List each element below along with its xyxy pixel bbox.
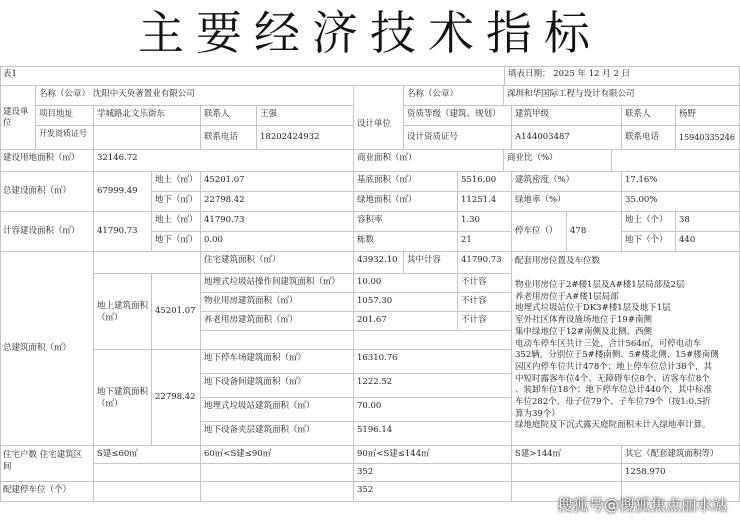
housing-parking-label: 配建停车位（个） <box>0 482 94 502</box>
license-label: 开发资质证号 <box>36 126 94 150</box>
commercial-area-label: 商业面积（㎡） <box>354 150 504 172</box>
note-line: 养老用房位于A#楼1层局部 <box>515 291 619 302</box>
gross-blank <box>94 252 201 274</box>
gross-below: 22798.42 <box>152 350 201 446</box>
gross-above-label: 地上建筑面积（㎡） <box>94 274 152 350</box>
total-above-label: 地上（㎡） <box>152 172 201 192</box>
base-area-label: 基底面积（㎡） <box>354 172 458 192</box>
item-value: 201.67 <box>354 312 458 331</box>
site-area: 32146.72 <box>94 150 354 172</box>
housing-col2: 60㎡<S建≤90㎡ <box>201 446 354 464</box>
page-title: 主要经济技术指标 <box>138 6 602 60</box>
far-below: 0.00 <box>201 232 354 252</box>
designer-contact: 杨野 <box>676 106 740 126</box>
housing-r2-col1 <box>94 464 201 482</box>
parking-total: 478 <box>567 212 622 252</box>
housing-r2-col5: 1258.970 <box>622 464 740 482</box>
total-above: 45201.07 <box>201 172 354 192</box>
notes-title: 配套用房位置及车位数 <box>515 256 601 266</box>
parking-above: 38 <box>676 212 740 232</box>
designer-cert: A144003487 <box>512 126 622 150</box>
owner-name-label: 名称（公章） <box>39 89 91 99</box>
indicator-table <box>0 66 740 521</box>
table-number: 表1 <box>0 66 505 86</box>
parking-below-label: 地下（个） <box>622 232 676 252</box>
license-value <box>94 126 201 150</box>
address: 学城路北文乐街东 <box>94 106 201 126</box>
fill-date: 填表日期： 2025 年 12 月 2 日 <box>505 66 740 86</box>
notes-cell <box>512 252 740 446</box>
item-label: 地下设备间建筑面积（㎡） <box>201 374 354 398</box>
item-value: 1057.30 <box>354 293 458 312</box>
item-label: 住宅建筑面积（㎡） <box>201 252 354 274</box>
total-below-label: 地下（㎡） <box>152 192 201 212</box>
gross-area-label: 总建筑面积（㎡） <box>0 252 94 446</box>
housing-label: 住宅户数 住宅建筑区间 <box>0 446 94 482</box>
owner-phone: 18202424932 <box>257 126 354 150</box>
housing-col3: 90㎡<S建≤144㎡ <box>354 446 512 464</box>
note-line: 、装卸车位18个；地下停车位总计440个，其中标准 <box>515 385 713 396</box>
housing-parking-col3: 352 <box>354 482 512 502</box>
owner-contact: 王强 <box>257 106 354 126</box>
item-label: 地下停车场建筑面积（㎡） <box>201 350 354 374</box>
green-ratio: 35.00% <box>622 192 740 212</box>
green-ratio-label: 绿地率（%） <box>512 192 622 212</box>
owner-phone-label: 联系电话 <box>201 126 257 150</box>
note-line: 室外社区体育设施场地位于19#南侧 <box>515 315 652 326</box>
housing-col5: 其它（配套建筑面积等） <box>622 446 740 464</box>
parking-above-label: 地上（个） <box>622 212 676 232</box>
floors: 21 <box>458 232 512 252</box>
total-area: 67999.49 <box>94 172 152 212</box>
item-label: 地下设备夹层建筑面积（㎡） <box>201 422 354 446</box>
site-area-label: 建设用地面积（㎡） <box>0 150 94 172</box>
designer-contact-label: 联系人 <box>622 106 676 126</box>
table-top-border <box>0 66 740 67</box>
density-label: 建筑密度（%） <box>512 172 622 192</box>
designer-section-label: 设计单位 <box>357 119 392 129</box>
owner-name: 沈阳中天奂著置业有限公司 <box>92 89 195 99</box>
note-line: 集中绿地位于12#南侧及北侧、西侧 <box>515 326 652 337</box>
parking-below: 440 <box>676 232 740 252</box>
housing-r2-col3: 352 <box>354 464 512 482</box>
gross-spacer <box>354 331 512 350</box>
item-label: 物业用房建筑面积（㎡） <box>201 293 354 312</box>
far-area: 41790.73 <box>94 212 152 252</box>
item-value: 10.00 <box>354 274 458 293</box>
note-line: 车位282个、母子位79个、子车位79个（按1:0.5折 <box>515 397 711 408</box>
note-line: 地埋式垃圾站位于DK3#楼1层及地下1层 <box>515 303 671 314</box>
far-col-label: 其中计容 <box>404 252 458 274</box>
item-value: 1222.52 <box>354 374 512 398</box>
designer-phone: 15940335246 <box>676 126 740 150</box>
notes-list <box>515 280 737 432</box>
owner-section-label: 建设单位 <box>0 86 36 150</box>
commercial-ratio-label: 商业比（%） <box>504 150 612 172</box>
owner-name-cell <box>36 86 354 106</box>
green-area-label: 绿地面积（㎡） <box>354 192 458 212</box>
total-below: 22798.42 <box>201 192 354 212</box>
designer-phone-label: 联系电话 <box>622 126 676 150</box>
far-ratio-label: 容积率 <box>354 212 458 232</box>
note-line: 园区内停车位共计478个；地上停车位总计38个，其 <box>515 361 713 372</box>
far-below-label: 地下（㎡） <box>152 232 201 252</box>
table-left-border <box>0 66 1 502</box>
commercial-ratio <box>612 150 740 172</box>
housing-col4: S建>144㎡ <box>512 446 622 464</box>
gross-spacer <box>201 331 354 350</box>
note-line: 中短时露客车位4个、无障碍车位8个、访客车位8个 <box>515 373 710 384</box>
designer-grade: 建筑甲级 <box>512 106 622 126</box>
designer-grade-label: 资质等级（建筑、规划） <box>404 106 512 126</box>
parking-label: 停车位（） <box>512 212 567 252</box>
housing-r2-col4 <box>512 464 622 482</box>
floors-label: 栋数 <box>354 232 458 252</box>
watermark: 搜狐号@搜狐焦点丽水站 <box>557 496 728 514</box>
designer-name-label: 名称（公章） <box>404 86 504 106</box>
designer-section-cell <box>354 86 404 150</box>
far-above-label: 地上（㎡） <box>152 212 201 232</box>
note-line: 352辆，分别位于5#楼南侧、5#楼北侧、15#楼南侧 <box>515 350 719 361</box>
note-line: 算为39个） <box>515 408 560 419</box>
total-area-label: 总建设面积（㎡） <box>0 172 94 212</box>
housing-col1: S建≤60㎡ <box>94 446 201 464</box>
base-area: 5516.00 <box>458 172 512 192</box>
item-value: 5196.14 <box>354 422 512 446</box>
green-area: 11251.4 <box>458 192 512 212</box>
housing-r2-col2 <box>201 464 354 482</box>
designer-cert-label: 设计资质证号 <box>404 126 512 150</box>
item-value: 43932.10 <box>354 252 404 274</box>
gross-above: 45201.07 <box>152 274 201 350</box>
designer-name: 深圳和华国际工程与设计有限公司 <box>504 86 740 106</box>
item-value: 70.00 <box>354 398 512 422</box>
note-line: 物业用房位于2#楼1层及A#楼1层局部及2层 <box>515 280 685 290</box>
housing-parking-col1 <box>94 482 201 502</box>
density: 17.16% <box>622 172 740 192</box>
far-ratio: 1.30 <box>458 212 512 232</box>
not-counted: 不计容 <box>458 274 512 293</box>
far-above: 41790.73 <box>201 212 354 232</box>
item-label: 养老用房建筑面积（㎡） <box>201 312 354 331</box>
owner-contact-label: 联系人 <box>201 106 257 126</box>
not-counted: 不计容 <box>458 312 512 331</box>
item-value: 16310.76 <box>354 350 512 374</box>
note-line: 绿地庭院及下沉式露天庭院面积未计入绿地率计算。 <box>515 420 711 431</box>
gross-below-label: 地下建筑面积（㎡） <box>94 350 152 446</box>
item-label: 地埋式垃圾站建筑面积（㎡） <box>201 398 354 422</box>
note-line: 电动车停车区共计三处，合计564㎡，可停电动车 <box>515 338 702 349</box>
far-area-label: 计容建设面积（㎡） <box>0 212 94 252</box>
housing-parking-col2 <box>201 482 354 502</box>
address-label: 项目地址 <box>36 106 94 126</box>
item-label: 地埋式垃圾站操作间建筑面积（㎡） <box>201 274 354 293</box>
not-counted: 不计容 <box>458 293 512 312</box>
far-col-value: 41790.73 <box>458 252 512 274</box>
